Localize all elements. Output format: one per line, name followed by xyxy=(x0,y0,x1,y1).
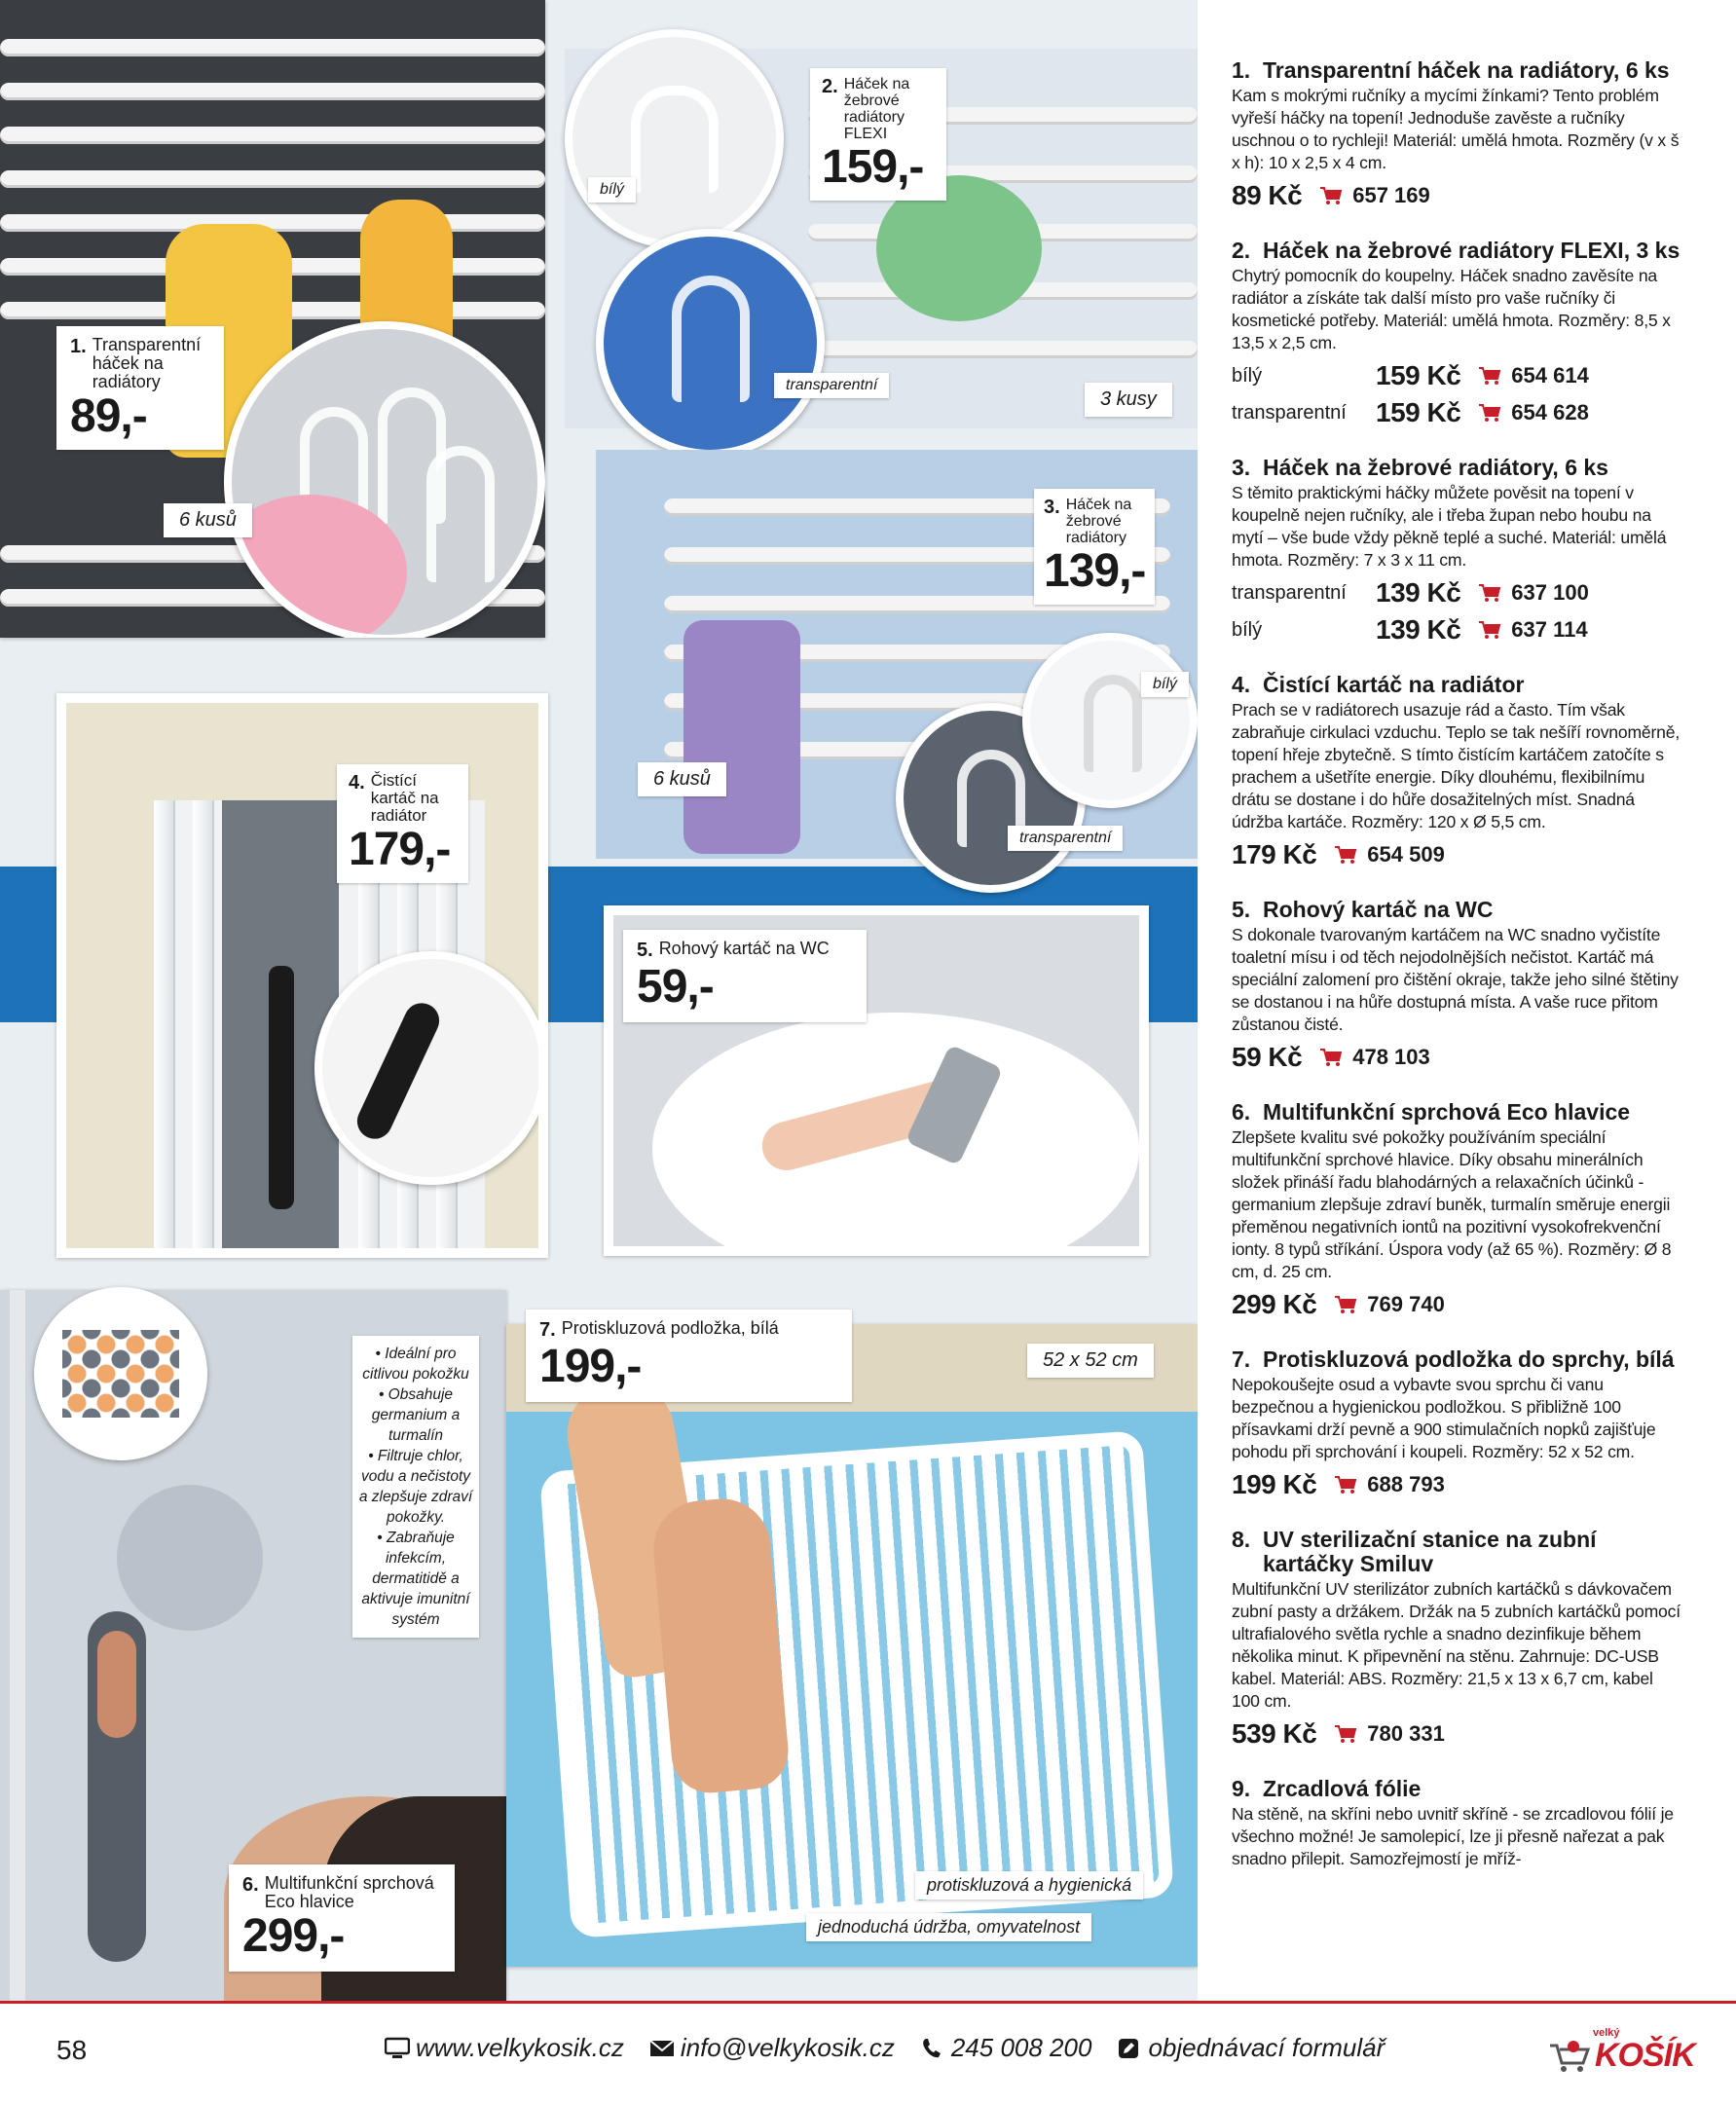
price-line xyxy=(1232,1718,1681,1750)
price-label-6: 6. Multifunkční sprchová Eco hlavice 299,- xyxy=(229,1864,455,1972)
shower-benefits xyxy=(352,1336,479,1638)
web-link[interactable] xyxy=(385,2033,624,2063)
price: 159 Kč xyxy=(1376,360,1461,390)
product-title: 3. Háček na žebrové radiátory, 6 ks xyxy=(1232,455,1608,480)
order-code: 654 628 xyxy=(1511,400,1589,424)
price-label-7: 7. Protiskluzová podložka, bílá 199,- xyxy=(526,1310,852,1402)
price-line xyxy=(1232,614,1681,646)
product-descriptions xyxy=(1232,58,1681,1898)
variant-name: bílý xyxy=(1232,364,1263,387)
phone-icon xyxy=(920,2037,945,2060)
product-description: S těmito praktickými háčky můžete pověsit na topení v koupelně nejen ručníky, ale i třeba župan nebo houbu na mytí – vše bude vždy pěkně teplé a suché. Materiál: umělá hmota. Rozměry: 7 x 3 x 11 cm. xyxy=(1232,483,1667,570)
product-1 xyxy=(1232,58,1681,211)
variant-name: transparentní xyxy=(1232,581,1347,604)
product-7 xyxy=(1232,1347,1681,1500)
photo-radiator-hooks xyxy=(0,0,545,638)
email-link[interactable] xyxy=(649,2033,895,2063)
product-title: 2. Háček na žebrové radiátory FLEXI, 3 ks xyxy=(1232,238,1681,263)
product-description: Nepokoušejte osud a vybavte svou sprchu či vanu bezpečnou a hygienickou podložkou. S přibližně 100 přísavkami drží pevně a 900 stimulačních nopků zajišťuje pohodu při sprchování i koupeli. Rozměry: 52 x 52 cm. xyxy=(1232,1375,1656,1461)
tag-bily-b: bílý xyxy=(1141,672,1189,697)
tag-6-kusu: 6 kusů xyxy=(164,503,252,537)
envelope-icon xyxy=(649,2037,675,2060)
price: 159 Kč xyxy=(1376,397,1461,427)
product-2 xyxy=(1232,239,1681,428)
tag-transparentni: transparentní xyxy=(774,373,889,398)
order-code: 654 614 xyxy=(1511,363,1589,387)
photo-radiator-brush xyxy=(56,693,548,1258)
tag-bily: bílý xyxy=(588,177,636,203)
cart-icon[interactable] xyxy=(1334,1295,1357,1314)
price-label-1: 1. Transparentní háček na radiátory 89,- xyxy=(56,326,224,450)
price-line xyxy=(1232,1042,1681,1073)
price: 199 Kč xyxy=(1232,1469,1317,1499)
price-line xyxy=(1232,1469,1681,1500)
cart-icon[interactable] xyxy=(1334,845,1357,865)
price-line xyxy=(1232,1289,1681,1320)
email-text: info@velkykosik.cz xyxy=(680,2033,895,2062)
price-line xyxy=(1232,839,1681,870)
price: 299 Kč xyxy=(1232,1289,1317,1319)
order-code: 654 509 xyxy=(1367,842,1445,867)
price-label-2: 2. Háček na žebrové radiátory FLEXI 159,- xyxy=(810,68,946,201)
product-8 xyxy=(1232,1528,1681,1750)
order-form-link[interactable] xyxy=(1117,2033,1385,2063)
price: 89 Kč xyxy=(1232,180,1303,210)
product-description: Zlepšete kvalitu své pokožky používáním speciální multifunkční sprchové hlavice. Díky obsahu minerálních složek přináší řadu blahodárných a relaxačních účinků - germanium zlepšuje zdraví buněk, turmalín směruje energii přeměnou negativních iontů na pozitivní vysokofrekvenční ionty. 8 typů stříkání. Úspora vody (až 65 %). Rozměry: Ø 8 cm, d. 25 cm. xyxy=(1232,1127,1672,1281)
pencil-icon xyxy=(1117,2037,1142,2060)
brush-closeup xyxy=(314,951,548,1185)
price-label-4: 4. Čistící kartáč na radiátor 179,- xyxy=(337,764,468,883)
cart-icon[interactable] xyxy=(1334,1475,1357,1494)
product-title: 9. Zrcadlová fólie xyxy=(1232,1776,1422,1801)
order-form-text: objednávací formulář xyxy=(1148,2033,1385,2062)
product-title: 4. Čistící kartáč na radiátor xyxy=(1232,672,1525,697)
order-code: 637 114 xyxy=(1511,617,1588,642)
benefit-4: • Zabraňuje infekcím, dermatitidě a aktivuje imunitní systém xyxy=(361,1530,470,1628)
cart-icon[interactable] xyxy=(1319,186,1343,205)
product-9 xyxy=(1232,1777,1681,1870)
flexi-white-closeup xyxy=(565,29,784,248)
order-code: 769 740 xyxy=(1367,1292,1445,1316)
purple-towel xyxy=(683,620,800,854)
price-label-5: 5. Rohový kartáč na WC 59,- xyxy=(623,930,867,1022)
hooks-closeup xyxy=(224,321,545,638)
cart-logo-icon xyxy=(1548,2038,1591,2075)
product-title: 1. Transparentní háček na radiátory, 6 ks xyxy=(1232,57,1670,83)
variant-name: transparentní xyxy=(1232,401,1347,424)
product-5 xyxy=(1232,898,1681,1073)
phone-text: 245 008 200 xyxy=(950,2033,1092,2062)
product-3 xyxy=(1232,456,1681,646)
tag-feature-2: jednoduchá údržba, omyvatelnost xyxy=(806,1913,1091,1941)
product-title: 8. UV sterilizační stanice na zubní kartáčky Smiluv xyxy=(1232,1527,1597,1576)
hook-white-closeup xyxy=(1022,633,1198,808)
mineral-beads-closeup xyxy=(34,1287,207,1460)
order-code: 780 331 xyxy=(1367,1721,1445,1746)
cart-icon[interactable] xyxy=(1478,620,1501,640)
product-title: 7. Protiskluzová podložka do sprchy, bílá xyxy=(1232,1347,1675,1372)
footer xyxy=(0,2001,1736,2103)
tag-6-kusu-b: 6 kusů xyxy=(638,762,726,796)
product-description: Chytrý pomocník do koupelny. Háček snadno zavěsíte na radiátor a získáte tak další místo pro vaše ručníky či kosmetické potřeby. Materiál: umělá hmota. Rozměry: 8,5 x 13,5 x 2,5 cm. xyxy=(1232,266,1671,352)
price-line xyxy=(1232,397,1681,428)
price: 539 Kč xyxy=(1232,1718,1317,1749)
cart-icon[interactable] xyxy=(1334,1724,1357,1744)
price: 139 Kč xyxy=(1376,614,1461,645)
product-title: 6. Multifunkční sprchová Eco hlavice xyxy=(1232,1099,1631,1125)
page-number: 58 xyxy=(56,2035,88,2065)
benefit-1: • Ideální pro citlivou pokožku xyxy=(362,1346,469,1383)
tag-feature-1: protiskluzová a hygienická xyxy=(915,1871,1143,1900)
cart-icon[interactable] xyxy=(1478,583,1501,603)
price: 179 Kč xyxy=(1232,839,1317,869)
order-code: 657 169 xyxy=(1352,183,1430,207)
price: 59 Kč xyxy=(1232,1042,1303,1072)
product-description: S dokonale tvarovaným kartáčem na WC snadno vyčistíte toaletní mísu i od těch nejodolnějších nečistot. Kartáč má speciální zalomení pro čištění okraje, takže jeho silné štětiny se dostanou i na hůře dostupná místa. A vaše ruce přitom zůstanou čisté. xyxy=(1232,925,1679,1034)
flexi-transparent-closeup xyxy=(596,229,825,458)
price: 139 Kč xyxy=(1376,577,1461,608)
product-description: Kam s mokrými ručníky a mycími žínkami? Tento problém vyřeší háčky na topení! Jednoduše zavěste a ručníky uschnou o to rychleji! Materiál: umělá hmota. Rozměry (v x š x h): 10 x 2,5 x 4 cm. xyxy=(1232,86,1680,172)
benefit-3: • Filtruje chlor, vodu a nečistoty a zlepšuje zdraví pokožky. xyxy=(358,1448,473,1526)
price-line xyxy=(1232,180,1681,211)
photo-anti-slip-mat xyxy=(506,1324,1198,1967)
price-label-3: 3. Háček na žebrové radiátory 139,- xyxy=(1034,489,1155,605)
order-code: 478 103 xyxy=(1352,1045,1430,1069)
product-description: Na stěně, na skříni nebo uvnitř skříně - se zrcadlovou fólií je všechno možné! Je samolepicí, lze ji přesně nařezat a pak snadno přilepit. Samozřejmostí je mříž- xyxy=(1232,1804,1674,1868)
variant-name: bílý xyxy=(1232,618,1263,641)
tag-transparentni-b: transparentní xyxy=(1008,826,1123,851)
logo-small-text: velký xyxy=(1593,2027,1620,2039)
benefit-2: • Obsahuje germanium a turmalín xyxy=(371,1386,461,1444)
order-code: 637 100 xyxy=(1511,580,1589,605)
velky-kosik-logo[interactable] xyxy=(1548,2025,1695,2075)
monitor-icon xyxy=(385,2037,410,2060)
product-description: Prach se v radiátorech usazuje rád a často. Tím však zabraňuje cirkulaci vzduchu. Teplo se tak nešíří rovnoměrně, topení hřeje zbytečně. S tímto čistícím kartáčem zatočíte s prachem a ušetříte energie. Díky dlouhému, flexibilnímu drátu se dostane i do hůře dosažitelných míst. Snadná údržba kartáče. Rozměry: 120 x Ø 5,5 cm. xyxy=(1232,700,1681,831)
product-4 xyxy=(1232,673,1681,870)
cart-icon[interactable] xyxy=(1478,366,1501,386)
product-6 xyxy=(1232,1100,1681,1320)
product-title: 5. Rohový kartáč na WC xyxy=(1232,897,1494,922)
product-description: Multifunkční UV sterilizátor zubních kartáčků s dávkovačem zubní pasty a držákem. Držák na 5 zubních kartáčků pomocí ultrafialového světla rychle a snadno dezinfikuje během několika minut. K připevnění na stěnu. Zahrnuje: DC-USB kabel. Materiál: ABS. Rozměry: 21,5 x 13 x 6,7 cm, kabel 100 cm. xyxy=(1232,1579,1681,1711)
price-line xyxy=(1232,360,1681,391)
tag-3-kusy: 3 kusy xyxy=(1085,383,1172,417)
price-line xyxy=(1232,577,1681,609)
phone-link[interactable] xyxy=(920,2033,1092,2063)
web-text: www.velkykosik.cz xyxy=(416,2033,624,2062)
cart-icon[interactable] xyxy=(1478,403,1501,423)
logo-text: KOŠÍK xyxy=(1595,2037,1695,2074)
shower-head xyxy=(117,1485,263,1631)
brush-bristles xyxy=(269,966,294,1209)
order-code: 688 793 xyxy=(1367,1472,1445,1496)
tag-size: 52 x 52 cm xyxy=(1027,1344,1154,1378)
footer-links xyxy=(385,2033,1410,2063)
cart-icon[interactable] xyxy=(1319,1048,1343,1067)
